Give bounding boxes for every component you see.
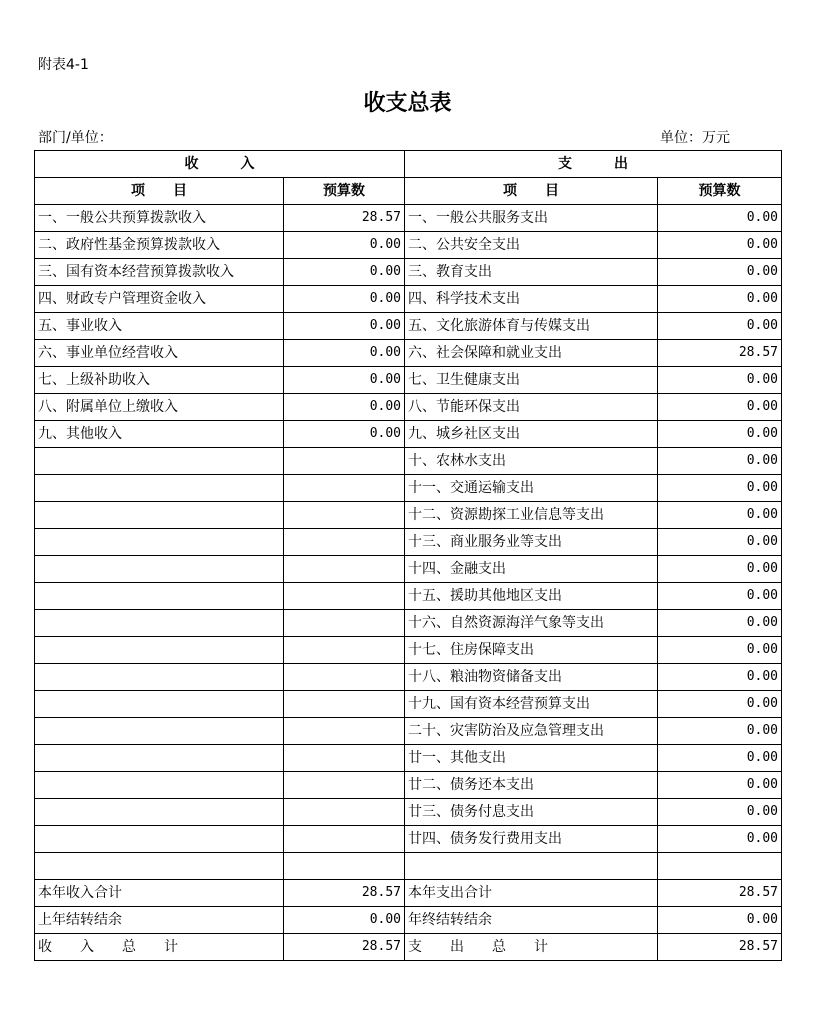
expense-item-cell: 支 出 总 计 xyxy=(405,934,658,961)
income-item-cell: 上年结转结余 xyxy=(35,907,284,934)
table-row xyxy=(35,475,782,502)
income-budget-cell xyxy=(284,637,405,664)
expense-item-cell: 廿四、债务发行费用支出 xyxy=(405,826,658,853)
expense-budget-cell: 0.00 xyxy=(658,232,782,259)
expense-item-cell: 廿三、债务付息支出 xyxy=(405,799,658,826)
income-budget-cell xyxy=(284,664,405,691)
expense-budget-cell: 0.00 xyxy=(658,313,782,340)
expense-item-cell: 十二、资源勘探工业信息等支出 xyxy=(405,502,658,529)
table-row xyxy=(35,664,782,691)
income-budget-cell: 28.57 xyxy=(284,205,405,232)
income-item-cell: 六、事业单位经营收入 xyxy=(35,340,284,367)
expense-budget-cell: 0.00 xyxy=(658,583,782,610)
expense-budget-cell xyxy=(658,853,782,880)
expense-budget-cell: 0.00 xyxy=(658,772,782,799)
expense-budget-cell: 0.00 xyxy=(658,502,782,529)
table-row xyxy=(35,583,782,610)
expense-item-cell: 二十、灾害防治及应急管理支出 xyxy=(405,718,658,745)
income-item-cell xyxy=(35,556,284,583)
table-row xyxy=(35,772,782,799)
income-budget-cell: 0.00 xyxy=(284,340,405,367)
table-row xyxy=(35,934,782,961)
expense-item-cell: 十五、援助其他地区支出 xyxy=(405,583,658,610)
table-row xyxy=(35,745,782,772)
table-row xyxy=(35,340,782,367)
expense-budget-cell: 0.00 xyxy=(658,529,782,556)
income-item-cell xyxy=(35,448,284,475)
income-budget-cell: 0.00 xyxy=(284,421,405,448)
income-item-cell xyxy=(35,853,284,880)
expense-budget-header: 预算数 xyxy=(658,178,782,205)
table-row xyxy=(35,610,782,637)
expense-budget-cell: 0.00 xyxy=(658,259,782,286)
income-item-cell xyxy=(35,475,284,502)
income-item-cell xyxy=(35,529,284,556)
expense-budget-cell: 0.00 xyxy=(658,907,782,934)
expense-item-cell: 十三、商业服务业等支出 xyxy=(405,529,658,556)
income-item-cell xyxy=(35,583,284,610)
income-item-cell: 七、上级补助收入 xyxy=(35,367,284,394)
expense-item-cell: 十四、金融支出 xyxy=(405,556,658,583)
expense-header: 支 出 xyxy=(405,151,782,178)
expense-budget-cell: 0.00 xyxy=(658,691,782,718)
expense-budget-cell: 0.00 xyxy=(658,367,782,394)
table-row xyxy=(35,826,782,853)
column-header-row xyxy=(35,178,782,205)
department-label: 部门/单位： xyxy=(38,130,113,146)
income-budget-cell xyxy=(284,745,405,772)
expense-item-cell: 六、社会保障和就业支出 xyxy=(405,340,658,367)
income-item-cell xyxy=(35,826,284,853)
income-budget-cell xyxy=(284,556,405,583)
expense-item-cell: 十七、住房保障支出 xyxy=(405,637,658,664)
income-budget-cell xyxy=(284,853,405,880)
income-item-cell xyxy=(35,637,284,664)
income-budget-cell xyxy=(284,799,405,826)
expense-item-cell: 五、文化旅游体育与传媒支出 xyxy=(405,313,658,340)
table-row xyxy=(35,448,782,475)
income-item-cell: 三、国有资本经营预算拨款收入 xyxy=(35,259,284,286)
income-item-cell: 一、一般公共预算拨款收入 xyxy=(35,205,284,232)
income-budget-header: 预算数 xyxy=(284,178,405,205)
expense-budget-cell: 0.00 xyxy=(658,718,782,745)
expense-item-cell: 八、节能环保支出 xyxy=(405,394,658,421)
income-budget-cell xyxy=(284,475,405,502)
expense-item-cell: 九、城乡社区支出 xyxy=(405,421,658,448)
page-title: 收支总表 xyxy=(363,90,452,116)
income-budget-cell: 0.00 xyxy=(284,259,405,286)
expense-item-cell: 廿一、其他支出 xyxy=(405,745,658,772)
income-budget-cell: 0.00 xyxy=(284,232,405,259)
expense-item-cell: 三、教育支出 xyxy=(405,259,658,286)
income-budget-cell xyxy=(284,502,405,529)
expense-item-cell: 十八、粮油物资储备支出 xyxy=(405,664,658,691)
expense-budget-cell: 0.00 xyxy=(658,556,782,583)
table-row xyxy=(35,556,782,583)
income-budget-cell xyxy=(284,610,405,637)
expense-item-cell: 二、公共安全支出 xyxy=(405,232,658,259)
income-budget-cell: 28.57 xyxy=(284,934,405,961)
expense-item-cell: 年终结转结余 xyxy=(405,907,658,934)
table-row xyxy=(35,529,782,556)
appendix-label: 附表4-1 xyxy=(38,57,89,73)
income-budget-cell xyxy=(284,583,405,610)
income-item-cell xyxy=(35,691,284,718)
expense-budget-cell: 28.57 xyxy=(658,934,782,961)
income-item-cell xyxy=(35,664,284,691)
income-budget-cell: 0.00 xyxy=(284,313,405,340)
table-row xyxy=(35,718,782,745)
table-row xyxy=(35,853,782,880)
expense-budget-cell: 0.00 xyxy=(658,286,782,313)
income-budget-cell xyxy=(284,529,405,556)
income-budget-cell xyxy=(284,448,405,475)
income-expense-table xyxy=(34,150,782,961)
table-row xyxy=(35,286,782,313)
income-budget-cell xyxy=(284,718,405,745)
table-row xyxy=(35,205,782,232)
income-item-cell xyxy=(35,745,284,772)
income-item-cell xyxy=(35,502,284,529)
income-budget-cell: 0.00 xyxy=(284,907,405,934)
income-budget-cell xyxy=(284,772,405,799)
expense-budget-cell: 0.00 xyxy=(658,745,782,772)
expense-budget-cell: 0.00 xyxy=(658,394,782,421)
income-item-cell xyxy=(35,799,284,826)
table-row xyxy=(35,421,782,448)
income-budget-cell: 0.00 xyxy=(284,286,405,313)
expense-budget-cell: 0.00 xyxy=(658,664,782,691)
expense-budget-cell: 0.00 xyxy=(658,205,782,232)
unit-label: 单位：万元 xyxy=(660,130,730,146)
income-item-cell: 本年收入合计 xyxy=(35,880,284,907)
expense-item-cell: 七、卫生健康支出 xyxy=(405,367,658,394)
expense-budget-cell: 0.00 xyxy=(658,637,782,664)
table-row xyxy=(35,394,782,421)
table-row xyxy=(35,799,782,826)
table-row xyxy=(35,502,782,529)
income-item-cell: 二、政府性基金预算拨款收入 xyxy=(35,232,284,259)
expense-budget-cell: 28.57 xyxy=(658,880,782,907)
expense-item-cell: 四、科学技术支出 xyxy=(405,286,658,313)
income-item-cell xyxy=(35,718,284,745)
income-item-cell: 四、财政专户管理资金收入 xyxy=(35,286,284,313)
income-budget-cell xyxy=(284,691,405,718)
expense-item-cell: 一、一般公共服务支出 xyxy=(405,205,658,232)
expense-budget-cell: 0.00 xyxy=(658,610,782,637)
expense-item-cell: 本年支出合计 xyxy=(405,880,658,907)
income-item-header: 项 目 xyxy=(35,178,284,205)
table-row xyxy=(35,880,782,907)
income-item-cell: 八、附属单位上缴收入 xyxy=(35,394,284,421)
table-row xyxy=(35,691,782,718)
income-item-cell: 收 入 总 计 xyxy=(35,934,284,961)
expense-item-cell: 十、农林水支出 xyxy=(405,448,658,475)
expense-budget-cell: 0.00 xyxy=(658,421,782,448)
income-header: 收 入 xyxy=(35,151,405,178)
section-header-row xyxy=(35,151,782,178)
expense-item-cell: 十一、交通运输支出 xyxy=(405,475,658,502)
income-budget-cell: 0.00 xyxy=(284,394,405,421)
table-row xyxy=(35,907,782,934)
table-row xyxy=(35,637,782,664)
income-budget-cell: 28.57 xyxy=(284,880,405,907)
expense-item-cell: 廿二、债务还本支出 xyxy=(405,772,658,799)
income-budget-cell xyxy=(284,826,405,853)
expense-item-cell: 十六、自然资源海洋气象等支出 xyxy=(405,610,658,637)
expense-budget-cell: 0.00 xyxy=(658,826,782,853)
income-budget-cell: 0.00 xyxy=(284,367,405,394)
expense-budget-cell: 0.00 xyxy=(658,475,782,502)
income-item-cell xyxy=(35,610,284,637)
income-item-cell xyxy=(35,772,284,799)
expense-item-cell: 十九、国有资本经营预算支出 xyxy=(405,691,658,718)
expense-budget-cell: 0.00 xyxy=(658,799,782,826)
expense-item-cell xyxy=(405,853,658,880)
expense-budget-cell: 0.00 xyxy=(658,448,782,475)
table-row xyxy=(35,313,782,340)
table-row xyxy=(35,232,782,259)
income-item-cell: 九、其他收入 xyxy=(35,421,284,448)
income-item-cell: 五、事业收入 xyxy=(35,313,284,340)
table-row xyxy=(35,259,782,286)
expense-item-header: 项 目 xyxy=(405,178,658,205)
expense-budget-cell: 28.57 xyxy=(658,340,782,367)
table-row xyxy=(35,367,782,394)
